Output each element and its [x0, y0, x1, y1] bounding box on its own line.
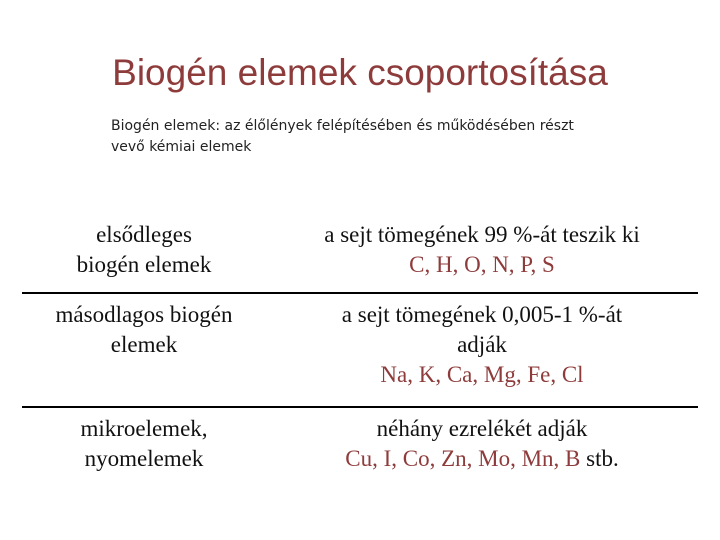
group-elements-suffix: stb.	[580, 446, 619, 471]
group-name-line-1: mikroelemek,	[80, 416, 208, 441]
table-row-primary	[22, 216, 698, 292]
subtitle-line-2: vevő kémiai elemek	[111, 139, 252, 155]
table-row-secondary	[22, 294, 698, 406]
group-name-line-2: nyomelemek	[84, 446, 204, 471]
group-name-line-2: biogén elemek	[76, 252, 212, 277]
table-row-micro	[22, 408, 698, 474]
group-description-cell	[266, 414, 698, 474]
group-description-cell	[266, 220, 698, 280]
group-description-line-1: a sejt tömegének 99 %-át teszik ki	[324, 222, 640, 247]
slide-title: Biogén elemek csoportosítása	[112, 52, 608, 93]
group-name-line-2: elemek	[110, 332, 178, 357]
group-name-line-1: elsődleges	[96, 222, 192, 247]
slide-subtitle	[111, 116, 631, 158]
group-name-cell	[22, 300, 266, 360]
group-description-cell	[266, 300, 698, 390]
element-groups-table	[22, 216, 698, 474]
group-description-line-1: néhány ezrelékét adják	[376, 416, 588, 441]
subtitle-line-1: Biogén elemek: az élőlények felépítésében és működésében részt	[111, 118, 574, 134]
group-elements: Cu, I, Co, Zn, Mo, Mn, B	[345, 446, 581, 471]
group-name-cell	[22, 414, 266, 474]
group-name-line-1: másodlagos biogén	[55, 302, 233, 327]
group-description-line-1: a sejt tömegének 0,005-1 %-át	[341, 302, 623, 327]
group-name-cell	[22, 220, 266, 280]
group-description-line-2: adják	[457, 332, 507, 357]
group-elements-line	[266, 444, 698, 474]
group-elements: Na, K, Ca, Mg, Fe, Cl	[380, 362, 584, 387]
group-elements: C, H, O, N, P, S	[409, 252, 555, 277]
